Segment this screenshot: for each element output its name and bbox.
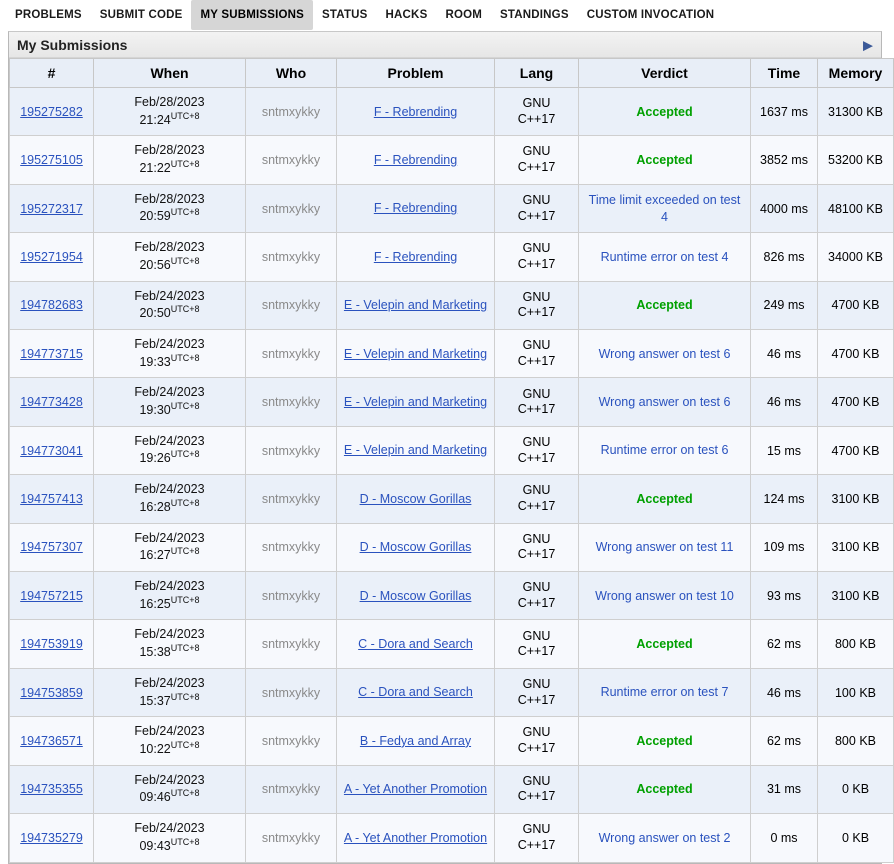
problem-link[interactable]: F - Rebrending — [373, 201, 458, 216]
column-header-who: Who — [246, 59, 337, 88]
submission-language — [495, 330, 579, 378]
submission-date: Feb/24/2023 — [134, 627, 205, 642]
submission-author[interactable]: sntmxykky — [246, 765, 337, 813]
table-row — [10, 281, 894, 329]
submission-when-cell — [94, 668, 246, 716]
table-row — [10, 426, 894, 474]
submission-timezone: UTC+8 — [170, 352, 200, 363]
submission-exec-time: 46 ms — [751, 330, 818, 378]
submission-timezone: UTC+8 — [170, 594, 200, 605]
submission-timezone: UTC+8 — [170, 497, 200, 508]
submission-exec-time: 826 ms — [751, 233, 818, 281]
submission-language — [495, 184, 579, 232]
submission-time-of-day: 15:37 — [139, 693, 171, 708]
submission-id-cell — [10, 814, 94, 862]
submission-time-of-day: 19:33 — [139, 354, 171, 369]
submission-language — [495, 426, 579, 474]
submission-time-of-day: 09:43 — [139, 838, 171, 853]
submission-time-of-day: 21:22 — [139, 161, 171, 176]
submission-id-link[interactable]: 194757307 — [20, 540, 83, 555]
submission-exec-time: 124 ms — [751, 475, 818, 523]
submission-memory: 4700 KB — [818, 426, 894, 474]
page-title: My Submissions — [17, 36, 128, 53]
submission-when-cell — [94, 814, 246, 862]
submission-language — [495, 523, 579, 571]
language-line-2: C++17 — [517, 450, 556, 465]
submission-timezone: UTC+8 — [170, 449, 200, 460]
status-badge[interactable]: Wrong answer on test 6 — [598, 346, 731, 361]
submission-id-cell — [10, 281, 94, 329]
language-line-2: C++17 — [517, 402, 556, 417]
problem-link[interactable]: F - Rebrending — [373, 104, 458, 119]
language-line-2: C++17 — [517, 644, 556, 659]
submission-id-cell — [10, 233, 94, 281]
right-triangle-icon[interactable]: ▶ — [863, 37, 873, 52]
submission-timezone: UTC+8 — [170, 110, 200, 121]
submission-id-link[interactable]: 194736571 — [20, 733, 83, 748]
status-badge[interactable]: Accepted — [636, 298, 693, 313]
submission-memory: 48100 KB — [818, 184, 894, 232]
submission-language — [495, 88, 579, 136]
language-line-1: GNU — [522, 483, 551, 498]
submission-id-link[interactable]: 194757413 — [20, 491, 83, 506]
submission-author[interactable]: sntmxykky — [246, 475, 337, 523]
submission-time-of-day: 20:59 — [139, 209, 171, 224]
submission-timezone: UTC+8 — [170, 546, 200, 557]
submission-author[interactable]: sntmxykky — [246, 620, 337, 668]
submission-timezone: UTC+8 — [170, 401, 200, 412]
submission-timezone: UTC+8 — [170, 255, 200, 266]
nav-item-problems[interactable]: PROBLEMS — [15, 9, 82, 21]
language-line-2: C++17 — [517, 160, 556, 175]
submission-timezone: UTC+8 — [170, 788, 200, 799]
submission-when-cell — [94, 475, 246, 523]
submission-author[interactable]: sntmxykky — [246, 330, 337, 378]
problem-link[interactable]: A - Yet Another Promotion — [343, 830, 488, 845]
submission-verdict-cell — [579, 668, 751, 716]
table-row — [10, 620, 894, 668]
submission-problem-cell — [337, 523, 495, 571]
status-badge[interactable]: Accepted — [636, 104, 693, 119]
submission-id-link[interactable]: 194753919 — [20, 637, 83, 652]
submission-exec-time: 4000 ms — [751, 184, 818, 232]
table-row — [10, 88, 894, 136]
submission-timezone: UTC+8 — [170, 304, 200, 315]
submission-problem-cell — [337, 426, 495, 474]
submission-timezone: UTC+8 — [170, 836, 200, 847]
submission-exec-time: 93 ms — [751, 572, 818, 620]
status-badge[interactable]: Time limit exceeded on test 4 — [588, 193, 741, 224]
submission-id-link[interactable]: 195271954 — [20, 249, 83, 264]
status-badge[interactable]: Accepted — [636, 733, 693, 748]
language-line-2: C++17 — [517, 547, 556, 562]
submission-id-cell — [10, 88, 94, 136]
language-line-1: GNU — [522, 386, 551, 401]
nav-item-custom-invocation[interactable]: CUSTOM INVOCATION — [586, 9, 715, 21]
language-line-1: GNU — [522, 434, 551, 449]
submission-memory: 4700 KB — [818, 281, 894, 329]
submission-language — [495, 717, 579, 765]
submission-verdict-cell — [579, 523, 751, 571]
submission-verdict-cell — [579, 136, 751, 184]
language-line-1: GNU — [522, 773, 551, 788]
submission-memory: 31300 KB — [818, 88, 894, 136]
status-badge[interactable]: Runtime error on test 4 — [600, 249, 729, 264]
submission-id-cell — [10, 523, 94, 571]
submission-time-of-day: 19:26 — [139, 451, 171, 466]
submission-when-cell — [94, 717, 246, 765]
submission-exec-time: 3852 ms — [751, 136, 818, 184]
submission-author[interactable]: sntmxykky — [246, 378, 337, 426]
submission-date: Feb/24/2023 — [134, 675, 205, 690]
language-line-2: C++17 — [517, 837, 556, 852]
submission-problem-cell — [337, 88, 495, 136]
submission-exec-time: 46 ms — [751, 668, 818, 716]
submission-verdict-cell — [579, 765, 751, 813]
submission-when-cell — [94, 765, 246, 813]
submission-id-cell — [10, 378, 94, 426]
language-line-2: C++17 — [517, 208, 556, 223]
language-line-1: GNU — [522, 192, 551, 207]
language-line-1: GNU — [522, 676, 551, 691]
submission-id-link[interactable]: 194773428 — [20, 395, 83, 410]
submission-problem-cell — [337, 136, 495, 184]
language-line-1: GNU — [522, 144, 551, 159]
submission-language — [495, 136, 579, 184]
status-badge[interactable]: Wrong answer on test 10 — [595, 588, 734, 603]
nav-item-room[interactable]: ROOM — [445, 9, 483, 21]
submission-language — [495, 668, 579, 716]
submission-date: Feb/28/2023 — [134, 143, 205, 158]
language-line-1: GNU — [522, 289, 551, 304]
submission-verdict-cell — [579, 88, 751, 136]
submission-when-cell — [94, 378, 246, 426]
submission-memory: 800 KB — [818, 620, 894, 668]
status-badge[interactable]: Wrong answer on test 6 — [598, 395, 731, 410]
nav-item-my-submissions[interactable]: MY SUBMISSIONS — [191, 0, 313, 30]
submission-time-of-day: 16:27 — [139, 548, 171, 563]
submission-author[interactable]: sntmxykky — [246, 281, 337, 329]
problem-link[interactable]: E - Velepin and Marketing — [343, 443, 488, 458]
table-row — [10, 475, 894, 523]
problem-link[interactable]: B - Fedya and Array — [359, 733, 472, 748]
submission-id-cell — [10, 765, 94, 813]
submission-problem-cell — [337, 281, 495, 329]
submission-id-cell — [10, 184, 94, 232]
table-body — [10, 88, 894, 863]
table-row — [10, 765, 894, 813]
submission-id-cell — [10, 136, 94, 184]
submission-when-cell — [94, 426, 246, 474]
column-header-memory: Memory — [818, 59, 894, 88]
submission-author[interactable]: sntmxykky — [246, 184, 337, 232]
submission-date: Feb/24/2023 — [134, 337, 205, 352]
submission-exec-time: 31 ms — [751, 765, 818, 813]
submission-date: Feb/28/2023 — [134, 191, 205, 206]
problem-link[interactable]: D - Moscow Gorillas — [359, 491, 472, 506]
submission-date: Feb/24/2023 — [134, 772, 205, 787]
submission-date: Feb/24/2023 — [134, 385, 205, 400]
submission-verdict-cell — [579, 281, 751, 329]
submission-memory: 4700 KB — [818, 378, 894, 426]
submission-language — [495, 765, 579, 813]
submission-problem-cell — [337, 572, 495, 620]
submission-problem-cell — [337, 668, 495, 716]
table-row — [10, 523, 894, 571]
submission-author[interactable]: sntmxykky — [246, 88, 337, 136]
problem-link[interactable]: F - Rebrending — [373, 152, 458, 167]
submission-memory: 0 KB — [818, 765, 894, 813]
language-line-1: GNU — [522, 338, 551, 353]
language-line-1: GNU — [522, 822, 551, 837]
status-badge[interactable]: Runtime error on test 6 — [600, 443, 729, 458]
submission-timezone: UTC+8 — [170, 207, 200, 218]
submission-timezone: UTC+8 — [170, 739, 200, 750]
submission-author[interactable]: sntmxykky — [246, 668, 337, 716]
submission-when-cell — [94, 136, 246, 184]
language-line-2: C++17 — [517, 256, 556, 271]
submission-date: Feb/24/2023 — [134, 482, 205, 497]
submission-memory: 34000 KB — [818, 233, 894, 281]
submission-problem-cell — [337, 475, 495, 523]
submission-time-of-day: 19:30 — [139, 403, 171, 418]
submission-problem-cell — [337, 184, 495, 232]
problem-link[interactable]: C - Dora and Search — [358, 637, 473, 652]
submission-language — [495, 378, 579, 426]
problem-link[interactable]: E - Velepin and Marketing — [343, 298, 488, 313]
submission-exec-time: 62 ms — [751, 620, 818, 668]
submission-id-link[interactable]: 195275105 — [20, 153, 83, 168]
submission-memory: 3100 KB — [818, 475, 894, 523]
submission-time-of-day: 16:28 — [139, 500, 171, 515]
table-row — [10, 136, 894, 184]
submission-author[interactable]: sntmxykky — [246, 717, 337, 765]
submissions-panel — [8, 31, 882, 864]
submission-date: Feb/24/2023 — [134, 821, 205, 836]
submission-when-cell — [94, 88, 246, 136]
submission-id-cell — [10, 620, 94, 668]
submission-exec-time: 0 ms — [751, 814, 818, 862]
problem-link[interactable]: D - Moscow Gorillas — [359, 588, 472, 603]
submission-when-cell — [94, 620, 246, 668]
submission-time-of-day: 15:38 — [139, 645, 171, 660]
submission-language — [495, 814, 579, 862]
problem-link[interactable]: A - Yet Another Promotion — [343, 782, 488, 797]
submission-verdict-cell — [579, 572, 751, 620]
submissions-table — [9, 58, 894, 863]
submission-exec-time: 62 ms — [751, 717, 818, 765]
table-row — [10, 233, 894, 281]
main-navigation — [0, 0, 890, 31]
language-line-2: C++17 — [517, 740, 556, 755]
submission-id-cell — [10, 717, 94, 765]
submission-verdict-cell — [579, 233, 751, 281]
submission-time-of-day: 20:50 — [139, 306, 171, 321]
submission-time-of-day: 09:46 — [139, 790, 171, 805]
column-header-verdict: Verdict — [579, 59, 751, 88]
submission-problem-cell — [337, 814, 495, 862]
submission-language — [495, 475, 579, 523]
submission-exec-time: 249 ms — [751, 281, 818, 329]
submission-language — [495, 572, 579, 620]
submission-language — [495, 620, 579, 668]
submission-problem-cell — [337, 233, 495, 281]
submission-language — [495, 281, 579, 329]
language-line-2: C++17 — [517, 595, 556, 610]
column-header-: # — [10, 59, 94, 88]
status-badge[interactable]: Runtime error on test 7 — [600, 685, 729, 700]
table-header-row — [10, 59, 894, 88]
table-row — [10, 184, 894, 232]
submission-verdict-cell — [579, 330, 751, 378]
table-row — [10, 330, 894, 378]
submission-time-of-day: 10:22 — [139, 742, 171, 757]
submission-author[interactable]: sntmxykky — [246, 814, 337, 862]
submission-id-link[interactable]: 194757215 — [20, 588, 83, 603]
nav-item-submit-code[interactable]: SUBMIT CODE — [99, 9, 183, 21]
language-line-2: C++17 — [517, 305, 556, 320]
submission-id-link[interactable]: 194773715 — [20, 346, 83, 361]
submission-id-link[interactable]: 194735279 — [20, 830, 83, 845]
submission-exec-time: 15 ms — [751, 426, 818, 474]
language-line-2: C++17 — [517, 789, 556, 804]
problem-link[interactable]: C - Dora and Search — [358, 685, 473, 700]
submission-problem-cell — [337, 378, 495, 426]
language-line-1: GNU — [522, 628, 551, 643]
submission-timezone: UTC+8 — [170, 643, 200, 654]
submission-date: Feb/24/2023 — [134, 433, 205, 448]
language-line-2: C++17 — [517, 692, 556, 707]
submission-time-of-day: 21:24 — [139, 112, 171, 127]
submission-date: Feb/28/2023 — [134, 95, 205, 109]
table-row — [10, 717, 894, 765]
submission-memory: 3100 KB — [818, 572, 894, 620]
submission-memory: 53200 KB — [818, 136, 894, 184]
submission-date: Feb/24/2023 — [134, 530, 205, 545]
submission-when-cell — [94, 184, 246, 232]
panel-caption — [9, 32, 881, 58]
submission-timezone: UTC+8 — [170, 691, 200, 702]
status-badge[interactable]: Wrong answer on test 2 — [598, 830, 731, 845]
submission-id-link[interactable]: 194735355 — [20, 782, 83, 797]
submission-problem-cell — [337, 765, 495, 813]
submission-verdict-cell — [579, 814, 751, 862]
table-row — [10, 668, 894, 716]
column-header-time: Time — [751, 59, 818, 88]
submission-date: Feb/28/2023 — [134, 240, 205, 255]
submission-exec-time: 46 ms — [751, 378, 818, 426]
submission-time-of-day: 20:56 — [139, 258, 171, 272]
submission-exec-time: 1637 ms — [751, 88, 818, 136]
submission-id-cell — [10, 426, 94, 474]
submission-problem-cell — [337, 330, 495, 378]
submission-date: Feb/24/2023 — [134, 288, 205, 303]
language-line-2: C++17 — [517, 111, 556, 126]
submission-memory: 800 KB — [818, 717, 894, 765]
submission-when-cell — [94, 523, 246, 571]
submission-when-cell — [94, 330, 246, 378]
submission-when-cell — [94, 281, 246, 329]
table-row — [10, 814, 894, 862]
submission-verdict-cell — [579, 184, 751, 232]
submission-author[interactable]: sntmxykky — [246, 426, 337, 474]
submission-verdict-cell — [579, 717, 751, 765]
status-badge[interactable]: Wrong answer on test 11 — [595, 540, 734, 555]
language-line-2: C++17 — [517, 353, 556, 368]
column-header-lang: Lang — [495, 59, 579, 88]
column-header-problem: Problem — [337, 59, 495, 88]
submission-problem-cell — [337, 717, 495, 765]
submission-id-cell — [10, 475, 94, 523]
submission-memory: 3100 KB — [818, 523, 894, 571]
status-badge[interactable]: Accepted — [636, 491, 693, 506]
submission-id-link[interactable]: 194773041 — [20, 443, 83, 458]
submission-exec-time: 109 ms — [751, 523, 818, 571]
submission-problem-cell — [337, 620, 495, 668]
submission-verdict-cell — [579, 378, 751, 426]
submission-author[interactable]: sntmxykky — [246, 233, 337, 281]
problem-link[interactable]: F - Rebrending — [373, 249, 458, 264]
submission-id-link[interactable]: 194782683 — [20, 298, 83, 313]
submission-id-cell — [10, 572, 94, 620]
submission-verdict-cell — [579, 426, 751, 474]
status-badge[interactable]: Accepted — [636, 152, 693, 167]
language-line-1: GNU — [522, 241, 551, 256]
nav-item-standings[interactable]: STANDINGS — [500, 9, 569, 21]
submission-time-of-day: 16:25 — [139, 596, 171, 611]
submission-author[interactable]: sntmxykky — [246, 523, 337, 571]
submission-id-link[interactable]: 194753859 — [20, 685, 83, 700]
language-line-1: GNU — [522, 725, 551, 740]
submission-author[interactable]: sntmxykky — [246, 572, 337, 620]
status-badge[interactable]: Accepted — [636, 637, 693, 652]
submission-id-link[interactable]: 195275282 — [20, 104, 83, 119]
submission-id-cell — [10, 330, 94, 378]
nav-item-status[interactable]: STATUS — [322, 9, 368, 21]
submission-language — [495, 233, 579, 281]
submission-memory: 0 KB — [818, 814, 894, 862]
submission-id-link[interactable]: 195272317 — [20, 201, 83, 216]
problem-link[interactable]: D - Moscow Gorillas — [359, 540, 472, 555]
problem-link[interactable]: E - Velepin and Marketing — [343, 346, 488, 361]
language-line-1: GNU — [522, 96, 551, 111]
submission-verdict-cell — [579, 620, 751, 668]
table-row — [10, 572, 894, 620]
submission-verdict-cell — [579, 475, 751, 523]
status-badge[interactable]: Accepted — [636, 782, 693, 797]
submission-timezone: UTC+8 — [170, 159, 200, 170]
submission-memory: 4700 KB — [818, 330, 894, 378]
language-line-1: GNU — [522, 580, 551, 595]
submission-date: Feb/24/2023 — [134, 579, 205, 594]
submission-author[interactable]: sntmxykky — [246, 136, 337, 184]
nav-item-hacks[interactable]: HACKS — [385, 9, 428, 21]
table-row — [10, 378, 894, 426]
submission-memory: 100 KB — [818, 668, 894, 716]
language-line-1: GNU — [522, 531, 551, 546]
problem-link[interactable]: E - Velepin and Marketing — [343, 395, 488, 410]
submission-when-cell — [94, 572, 246, 620]
column-header-when: When — [94, 59, 246, 88]
submission-when-cell — [94, 233, 246, 281]
language-line-2: C++17 — [517, 498, 556, 513]
submission-id-cell — [10, 668, 94, 716]
submission-date: Feb/24/2023 — [134, 724, 205, 739]
